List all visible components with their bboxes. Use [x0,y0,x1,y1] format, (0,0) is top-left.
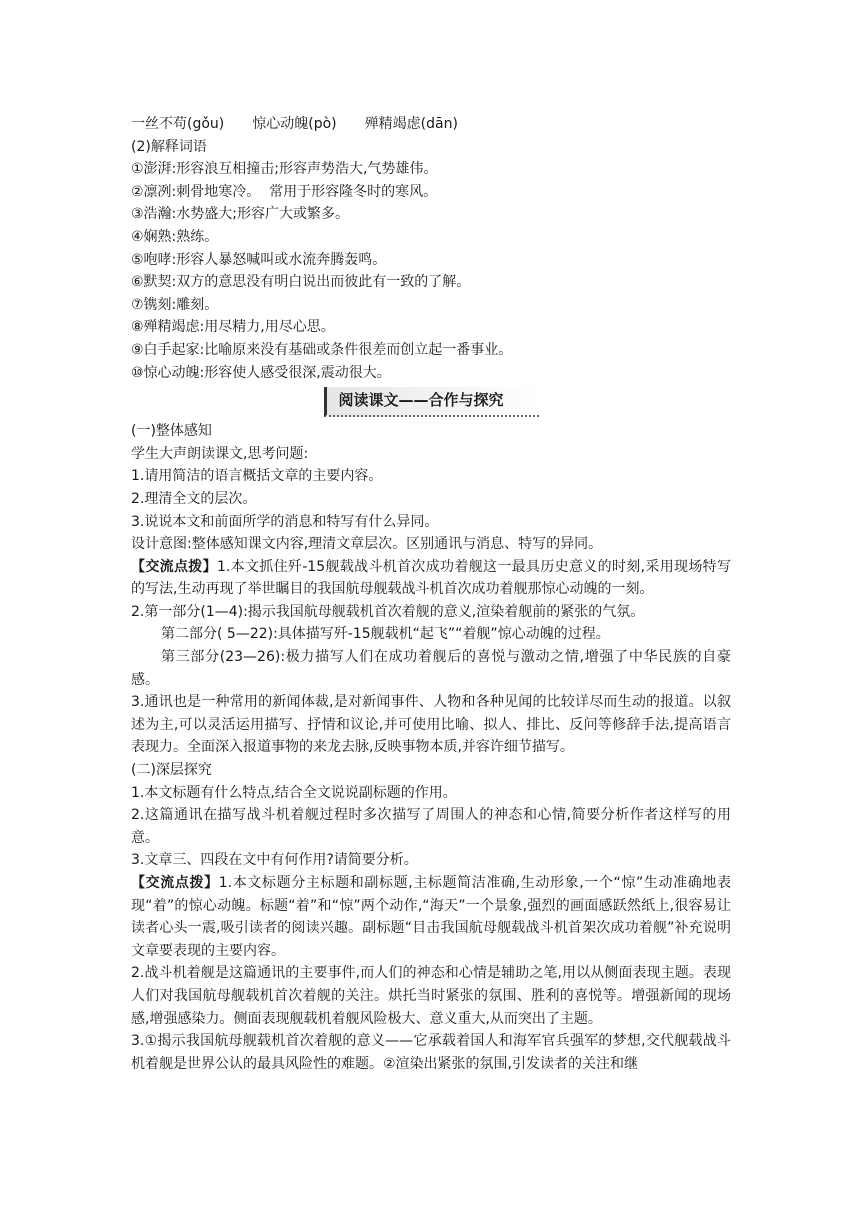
vocab-item: ⑤咆哮:形容人暴怒喊叫或水流奔腾轰鸣。 [131,251,387,268]
part1-answer-1 [131,556,731,601]
vocab-item: ③浩瀚:水势盛大;形容广大或繁多。 [131,206,349,223]
pinyin-line [131,113,731,136]
part1-answer-2b: 第二部分( 5—22):具体描写歼-15舰载机“起飞”“着舰”惊心动魄的过程。 [161,626,610,643]
vocab-item: ⑧殚精竭虑:用尽精力,用尽心思。 [131,319,335,336]
pinyin-item: 一丝不苟(gǒu) [131,116,225,132]
section-banner-wrap [131,384,731,420]
part1-question: 3.说说本文和前面所学的消息和特写有什么异同。 [131,513,439,530]
part1-intro: 学生大声朗读课文,思考问题: [131,445,309,462]
part2-heading: (二)深层探究 [131,762,212,779]
part1-answer-2a: 2.第一部分(1—4):揭示我国航母舰载机首次着舰的意义,渲染着舰前的紧张的气氛。 [131,603,645,620]
part2-answer-3: 3.①揭示我国航母舰载机首次着舰的意义——它承载着国人和海军官兵强军的梦想,交代舰载战斗机着舰是世界公认的最具风险性的难题。②渲染出紧张的氛围,引发读者的关注和继 [131,1033,731,1072]
document-body [131,113,731,1075]
vocab-item: ⑥默契:双方的意思没有明白说出而彼此有一致的了解。 [131,274,471,291]
vocab-heading: (2)解释词语 [131,138,207,155]
answer-text: 1.本文抓住歼-15舰载战斗机首次成功着舰这一最具历史意义的时刻,采用现场特写的写法,生动再现了举世瞩目的我国航母舰载战斗机首次成功着舰那惊心动魄的一刻。 [131,558,732,598]
part2-question: 2.这篇通讯在描写战斗机着舰过程时多次描写了周围人的神态和心情,简要分析作者这样写的用意。 [131,807,731,846]
design-intent: 设计意图:整体感知课文内容,理清文章层次。区别通讯与消息、特写的异同。 [131,536,603,553]
exchange-label: 【交流点拨】 [131,875,219,891]
part2-question: 3.文章三、四段在文中有何作用?请简要分析。 [131,852,418,869]
answer-text: 1.本文标题分主标题和副标题,主标题简洁准确,生动形象,一个“惊”生动准确地表现“着”的惊心动魄。标题“着”和“惊”两个动作,“海天”一个景象,强烈的画面感跃然纸上,很容易让读者心头一震,吸引读者的阅读兴趣。副标题“目击我国航母舰载战斗机首架次成功着舰”补充说明文章要表现的主要内容。 [131,875,732,959]
section-banner: 阅读课文——合作与探究 [324,387,539,418]
part1-question: 2.理清全文的层次。 [131,490,257,507]
exchange-label: 【交流点拨】 [131,558,217,575]
vocab-item: ⑩惊心动魄:形容使人感受很深,震动很大。 [131,364,391,381]
pinyin-item: 殚精竭虑(dān) [364,116,458,132]
vocab-item: ①澎湃:形容浪互相撞击;形容声势浩大,气势雄伟。 [131,161,438,178]
part1-answer-3: 3.通讯也是一种常用的新闻体裁,是对新闻事件、人物和各种见闻的比较详尽而生动的报道。以叙述为主,可以灵活运用描写、抒情和议论,并可使用比喻、拟人、排比、反问等修辞手法,提高语言表现力。全面深入报道事物的来龙去脉,反映事物本质,并容许细节描写。 [131,694,731,756]
part2-question: 1.本文标题有什么特点,结合全文说说副标题的作用。 [131,784,457,801]
vocab-item: ⑨白手起家:比喻原来没有基础或条件很差而创立起一番事业。 [131,341,513,358]
part1-heading: (一)整体感知 [131,423,212,440]
part1-question: 1.请用简洁的语言概括文章的主要内容。 [131,468,383,485]
vocab-item: ④娴熟:熟练。 [131,228,219,245]
pinyin-item: 惊心动魄(pò) [252,116,337,132]
part1-answer-2c: 第三部分(23—26):极力描写人们在成功着舰后的喜悦与激动之情,增强了中华民族的自豪感。 [131,649,731,688]
vocab-item: ②凛冽:刺骨地寒冷。 常用于形容隆冬时的寒风。 [131,183,438,200]
vocab-item: ⑦镌刻:雕刻。 [131,296,219,313]
part2-answer-1 [131,872,731,962]
part2-answer-2: 2.战斗机着舰是这篇通讯的主要事件,而人们的神态和心情是辅助之笔,用以从侧面表现主题。表现人们对我国航母舰载机首次着舰的关注。烘托当时紧张的氛围、胜利的喜悦等。增强新闻的现场感,增强感染力。侧面表现舰载机着舰风险极大、意义重大,从而突出了主题。 [131,965,731,1027]
